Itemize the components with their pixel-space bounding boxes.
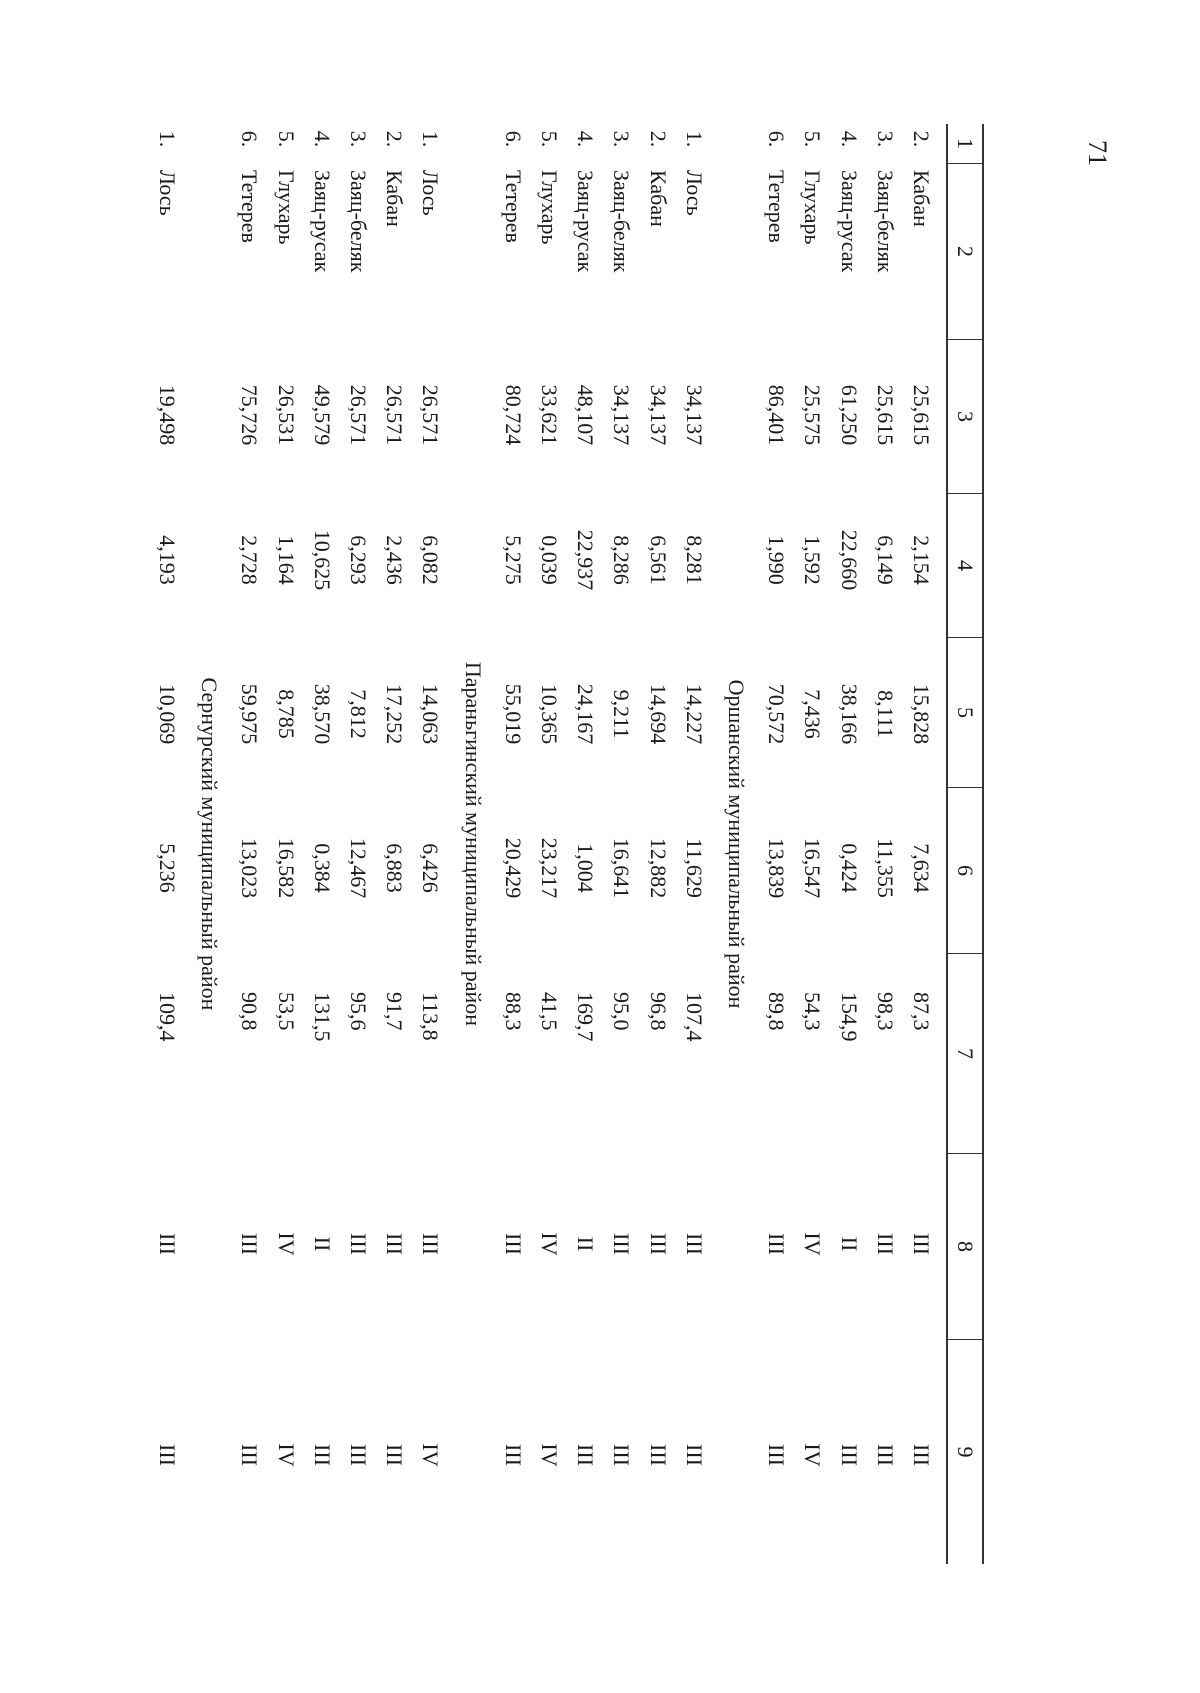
- column-header-5: 5: [948, 638, 982, 788]
- table-row: [494, 124, 532, 1564]
- table-row: [148, 124, 186, 1564]
- table-cell-col-2: Заяц-русак: [836, 170, 862, 273]
- table-cell-col-6: 12,467: [346, 837, 371, 899]
- table-cell-col-9: III: [681, 1444, 707, 1466]
- table-cell-col-2: Тетерев: [764, 170, 790, 243]
- table-cell-col-7: 109,4: [155, 992, 180, 1042]
- table-cell-col-7: 54,3: [800, 992, 826, 1031]
- table-cell-col-8: III: [500, 1233, 526, 1255]
- table-cell-col-7: 107,4: [681, 992, 707, 1042]
- table-cell-col-5: 38,570: [309, 683, 335, 745]
- table-cell-col-3: 34,137: [681, 384, 707, 446]
- table-cell-col-9: III: [346, 1444, 371, 1466]
- table-cell-col-5: 10,069: [155, 683, 180, 745]
- table-cell-col-8: III: [382, 1233, 408, 1255]
- table-header: [946, 124, 984, 1564]
- table-row: [530, 124, 568, 1564]
- table-cell-col-8: III: [418, 1233, 444, 1255]
- table-row: [267, 124, 305, 1564]
- section-header: [717, 124, 755, 1564]
- table-cell-col-8: III: [764, 1233, 790, 1255]
- table-cell-col-9: III: [237, 1444, 263, 1466]
- table-cell-col-1: 6.: [764, 130, 790, 148]
- table-cell-col-5: 14,063: [418, 683, 444, 745]
- table-cell-col-4: 6,082: [418, 535, 444, 585]
- table-cell-col-6: 6,883: [382, 843, 408, 893]
- table-cell-col-3: 75,726: [237, 384, 263, 446]
- table-cell-col-3: 26,571: [346, 384, 371, 446]
- table-cell-col-7: 87,3: [909, 992, 934, 1031]
- table-cell-col-4: 1,592: [800, 535, 826, 585]
- page-number: 71: [1083, 140, 1112, 166]
- column-header-2: 2: [948, 164, 982, 340]
- table-cell-col-2: Глухарь: [537, 170, 562, 245]
- table-cell-col-2: Заяц-беляк: [609, 170, 635, 273]
- table-cell-col-9: III: [155, 1444, 180, 1466]
- table-cell-col-8: III: [346, 1233, 371, 1255]
- column-header-9: 9: [953, 1446, 978, 1458]
- table-cell-col-1: 4.: [309, 130, 335, 148]
- table-cell-col-4: 6,149: [872, 535, 898, 585]
- table-cell-col-7: 96,8: [645, 992, 671, 1031]
- table-cell-col-1: 1.: [681, 130, 707, 148]
- table-row: [830, 124, 868, 1564]
- table-cell-col-4: 2,728: [237, 535, 263, 585]
- table-cell-col-1: 2.: [909, 130, 934, 148]
- table-cell-col-9: III: [500, 1444, 526, 1466]
- column-header-4: 4: [948, 494, 982, 638]
- table-cell-col-1: 5.: [537, 130, 562, 148]
- table-cell-col-9: III: [872, 1444, 898, 1466]
- table-cell-col-6: 6,426: [418, 843, 444, 893]
- table-cell-col-3: 19,498: [155, 384, 180, 446]
- table-cell-col-6: 13,839: [764, 837, 790, 899]
- table-row: [375, 124, 413, 1564]
- table-cell-col-2: Заяц-беляк: [346, 170, 371, 273]
- table-cell-col-9: III: [309, 1444, 335, 1466]
- table-row: [675, 124, 713, 1564]
- table-cell-col-8: III: [645, 1233, 671, 1255]
- table-row: [866, 124, 904, 1564]
- table-cell-col-1: 5.: [800, 130, 826, 148]
- table-cell-col-9: III: [609, 1444, 635, 1466]
- table-cell-col-5: 9,211: [609, 689, 635, 739]
- table-cell-col-2: Тетерев: [237, 170, 263, 243]
- table-cell-col-9: III: [382, 1444, 408, 1466]
- table-cell-col-8: III: [155, 1233, 180, 1255]
- table-cell-col-4: 22,660: [836, 529, 862, 591]
- table-cell-col-2: Заяц-беляк: [872, 170, 898, 273]
- table-cell-col-8: III: [609, 1233, 635, 1255]
- table-cell-col-5: 14,694: [645, 683, 671, 745]
- table-cell-col-2: Лось: [681, 170, 707, 216]
- table-cell-col-9: III: [573, 1444, 599, 1466]
- table-cell-col-8: III: [909, 1233, 934, 1255]
- table-row: [757, 124, 795, 1564]
- table-cell-col-3: 49,579: [309, 384, 335, 446]
- table-row: [902, 124, 940, 1564]
- table-cell-col-9: IV: [418, 1443, 444, 1467]
- table-cell-col-2: Заяц-русак: [573, 170, 599, 273]
- table-row: [303, 124, 341, 1564]
- table-cell-col-6: 0,424: [836, 843, 862, 893]
- table-row: [339, 124, 377, 1564]
- table-cell-col-3: 34,137: [609, 384, 635, 446]
- section-header: [190, 124, 228, 1564]
- table-cell-col-7: 95,0: [609, 992, 635, 1031]
- table-cell-col-2: Лось: [155, 170, 180, 216]
- table-cell-col-8: IV: [537, 1232, 562, 1256]
- table-cell-col-3: 86,401: [764, 384, 790, 446]
- table-cell-col-4: 6,561: [645, 535, 671, 585]
- column-header-7: 7: [948, 954, 982, 1154]
- column-header-1: 1: [948, 124, 982, 164]
- table-cell-col-1: 1.: [155, 130, 180, 148]
- table-cell-col-5: 15,828: [909, 683, 934, 745]
- table-cell-col-7: 131,5: [309, 992, 335, 1042]
- table-cell-col-6: 12,882: [645, 837, 671, 899]
- table-cell-col-4: 6,293: [346, 535, 371, 585]
- table-cell-col-1: 3.: [609, 130, 635, 148]
- table-cell-col-7: 89,8: [764, 992, 790, 1031]
- table-cell-col-3: 25,615: [909, 384, 934, 446]
- table-cell-col-2: Глухарь: [273, 170, 299, 245]
- column-header-8: 8: [948, 1154, 982, 1340]
- table-cell-col-4: 22,937: [573, 529, 599, 591]
- table-cell-col-5: 70,572: [764, 683, 790, 745]
- table-cell-col-6: 5,236: [155, 843, 180, 893]
- table-cell-col-8: IV: [800, 1232, 826, 1256]
- table-cell-col-7: 53,5: [273, 992, 299, 1031]
- table-cell-col-1: 6.: [500, 130, 526, 148]
- table-cell-col-3: 25,615: [872, 384, 898, 446]
- table-cell-col-5: 24,167: [573, 683, 599, 745]
- column-header-3: 3: [948, 340, 982, 494]
- table-cell-col-4: 4,193: [155, 535, 180, 585]
- table-cell-col-6: 11,629: [681, 838, 707, 898]
- table-cell-col-3: 34,137: [645, 384, 671, 446]
- table-cell-col-5: 17,252: [382, 683, 408, 745]
- table-cell-col-1: 2.: [382, 130, 408, 148]
- table-row: [411, 124, 449, 1564]
- table-cell-col-7: 98,3: [872, 992, 898, 1031]
- table-cell-col-4: 2,436: [382, 535, 408, 585]
- table-cell-col-2: Лось: [418, 170, 444, 216]
- table-cell-col-8: III: [237, 1233, 263, 1255]
- table-cell-col-2: Кабан: [382, 170, 408, 227]
- rotated-table: [155, 124, 984, 1564]
- table-cell-col-9: III: [836, 1444, 862, 1466]
- table-cell-col-1: 5.: [273, 130, 299, 148]
- table-cell-col-7: 154,9: [836, 992, 862, 1042]
- section-title: Сернурский муниципальный район: [197, 677, 223, 1011]
- table-cell-col-8: III: [681, 1233, 707, 1255]
- table-cell-col-1: 6.: [237, 130, 263, 148]
- table-cell-col-6: 1,004: [573, 843, 599, 893]
- table-cell-col-4: 8,286: [609, 535, 635, 585]
- table-cell-col-6: 11,355: [872, 838, 898, 898]
- table-cell-col-2: Глухарь: [800, 170, 826, 245]
- table-cell-col-8: II: [309, 1236, 335, 1252]
- table-cell-col-3: 26,531: [273, 384, 299, 446]
- table-cell-col-8: IV: [273, 1232, 299, 1256]
- table-cell-col-2: Кабан: [909, 170, 934, 227]
- table-cell-col-4: 1,164: [273, 535, 299, 585]
- table-row: [639, 124, 677, 1564]
- table-cell-col-5: 8,111: [872, 690, 898, 738]
- table-cell-col-3: 26,571: [418, 384, 444, 446]
- table-cell-col-1: 3.: [872, 130, 898, 148]
- table-cell-col-7: 90,8: [237, 992, 263, 1031]
- table-cell-col-6: 23,217: [537, 837, 562, 899]
- table-cell-col-9: III: [909, 1444, 934, 1466]
- table-cell-col-7: 88,3: [500, 992, 526, 1031]
- table-cell-col-5: 7,812: [346, 689, 371, 739]
- table-cell-col-9: III: [645, 1444, 671, 1466]
- table-cell-col-5: 59,975: [237, 683, 263, 745]
- table-cell-col-1: 2.: [645, 130, 671, 148]
- table-cell-col-4: 5,275: [500, 535, 526, 585]
- table-row: [602, 124, 640, 1564]
- table-cell-col-6: 16,582: [273, 837, 299, 899]
- table-cell-col-5: 55,019: [500, 683, 526, 745]
- table-cell-col-1: 3.: [346, 130, 371, 148]
- table-cell-col-5: 38,166: [836, 683, 862, 745]
- table-cell-col-9: IV: [800, 1443, 826, 1467]
- table-cell-col-6: 16,641: [609, 837, 635, 899]
- table-cell-col-3: 48,107: [573, 384, 599, 446]
- column-header-6: 6: [948, 788, 982, 954]
- table-cell-col-7: 113,8: [418, 992, 444, 1041]
- section-title: Параньгинский муниципальный район: [460, 661, 486, 1027]
- table-cell-col-2: Кабан: [645, 170, 671, 227]
- table-cell-col-8: II: [573, 1236, 599, 1252]
- table-cell-col-5: 8,785: [273, 689, 299, 739]
- table-row: [230, 124, 268, 1564]
- table-cell-col-1: 4.: [573, 130, 599, 148]
- table-cell-col-3: 61,250: [836, 384, 862, 446]
- table-cell-col-4: 8,281: [681, 535, 707, 585]
- table-cell-col-1: 4.: [836, 130, 862, 148]
- table-cell-col-7: 41,5: [537, 992, 562, 1031]
- table-cell-col-4: 0,039: [537, 535, 562, 585]
- table-cell-col-5: 7,436: [800, 689, 826, 739]
- section-title: Оршанский муниципальный район: [724, 679, 749, 1009]
- table-row: [566, 124, 604, 1564]
- table-cell-col-2: Заяц-русак: [309, 170, 335, 273]
- table-cell-col-5: 14,227: [681, 683, 707, 745]
- table-cell-col-7: 91,7: [382, 992, 408, 1031]
- table-cell-col-5: 10,365: [537, 683, 562, 745]
- section-header: [454, 124, 492, 1564]
- table-cell-col-4: 10,625: [309, 529, 335, 591]
- table-cell-col-2: Тетерев: [500, 170, 526, 243]
- table-cell-col-6: 0,384: [309, 843, 335, 893]
- table-cell-col-8: III: [872, 1233, 898, 1255]
- table-cell-col-9: III: [764, 1444, 790, 1466]
- table-cell-col-6: 16,547: [800, 837, 826, 899]
- table-cell-col-3: 26,571: [382, 384, 408, 446]
- table-cell-col-3: 25,575: [800, 384, 826, 446]
- table-cell-col-9: IV: [273, 1443, 299, 1467]
- table-cell-col-3: 33,621: [537, 384, 562, 446]
- table-cell-col-9: IV: [537, 1443, 562, 1467]
- table-cell-col-6: 13,023: [237, 837, 263, 899]
- table-cell-col-1: 1.: [418, 130, 444, 148]
- table-cell-col-3: 80,724: [500, 384, 526, 446]
- table-cell-col-7: 169,7: [573, 992, 599, 1042]
- table-cell-col-4: 2,154: [909, 535, 934, 585]
- table-cell-col-7: 95,6: [346, 992, 371, 1031]
- table-cell-col-6: 7,634: [909, 843, 934, 893]
- table-cell-col-8: II: [836, 1236, 862, 1252]
- table-cell-col-6: 20,429: [500, 837, 526, 899]
- table-row: [793, 124, 831, 1564]
- table-cell-col-4: 1,990: [764, 535, 790, 585]
